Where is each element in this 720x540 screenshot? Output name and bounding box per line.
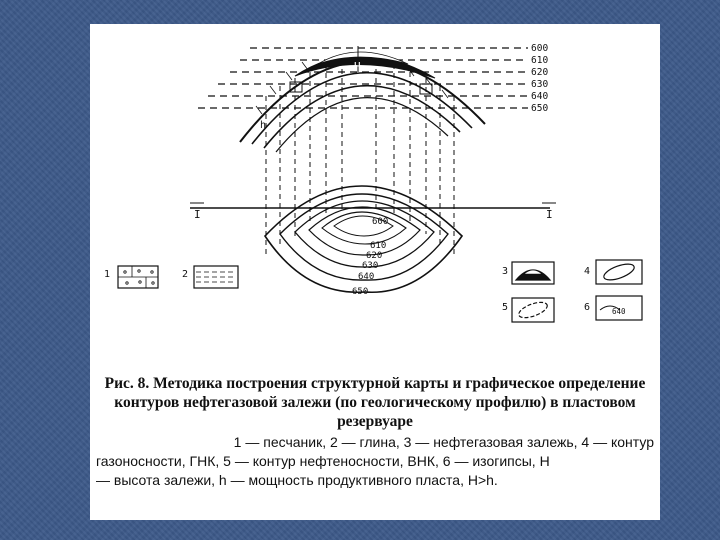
- figure-drawing: [90, 24, 660, 384]
- map-label-610: 610: [370, 241, 387, 251]
- slide-sheet: [90, 24, 660, 520]
- caption-legend-line-1: 1 — песчаник, 2 — глина, 3 — нефтегазовая залежь, 4 — контур: [233, 434, 654, 450]
- height-label: H: [354, 60, 361, 73]
- legend-number-2: 2: [182, 269, 189, 280]
- legend-gas-contour: [596, 260, 642, 284]
- legend-oil-contour: [512, 298, 554, 322]
- legend-number-5: 5: [502, 302, 509, 313]
- legend-number-6: 6: [584, 302, 591, 313]
- map-contour-610: [322, 212, 406, 244]
- section-label-600: 600: [531, 43, 549, 54]
- section-label-650: 650: [531, 103, 549, 114]
- section-label-630: 630: [531, 79, 549, 90]
- legend-number-1: 1: [104, 269, 111, 280]
- legend-number-3: 3: [502, 266, 509, 277]
- section-contour-labels: [531, 43, 548, 114]
- legend-isohypse-label: 640: [612, 307, 626, 316]
- section-label-620: 620: [531, 67, 549, 78]
- caption-legend: [96, 433, 654, 490]
- anticline-inner: [276, 98, 448, 152]
- projection-lines: [266, 60, 454, 256]
- section-label-640: 640: [531, 91, 549, 102]
- section-mark-left: I: [194, 208, 201, 221]
- map-label-640: 640: [358, 272, 375, 282]
- section-label-610: 610: [531, 55, 549, 66]
- caption-legend-line-2: газоносности, ГНК, 5 — контур нефтеносности, ВНК, 6 — изогипсы, Н: [96, 453, 550, 469]
- map-contour-labels: [352, 217, 388, 297]
- anticline-bottom-reservoir: [264, 86, 460, 148]
- cross-section: [198, 46, 528, 256]
- map-label-620: 620: [366, 251, 383, 261]
- legend-number-4: 4: [584, 266, 591, 277]
- caption-legend-line-3: — высота залежи, h — мощность продуктивного пласта, Н>h.: [96, 472, 498, 488]
- map-label-650: 650: [352, 287, 369, 297]
- section-mark-right: I: [546, 208, 553, 221]
- thickness-label: h: [260, 120, 267, 131]
- map-contour-630: [295, 201, 434, 267]
- figure-caption: [96, 374, 654, 490]
- map-label-600: 600: [372, 217, 389, 227]
- map-label-630: 630: [362, 261, 379, 271]
- caption-title: Рис. 8. Методика построения структурной карты и графическое определение контуров нефтегазовой залежи (по геологическому профилю) в пластовом резервуаре: [104, 375, 646, 430]
